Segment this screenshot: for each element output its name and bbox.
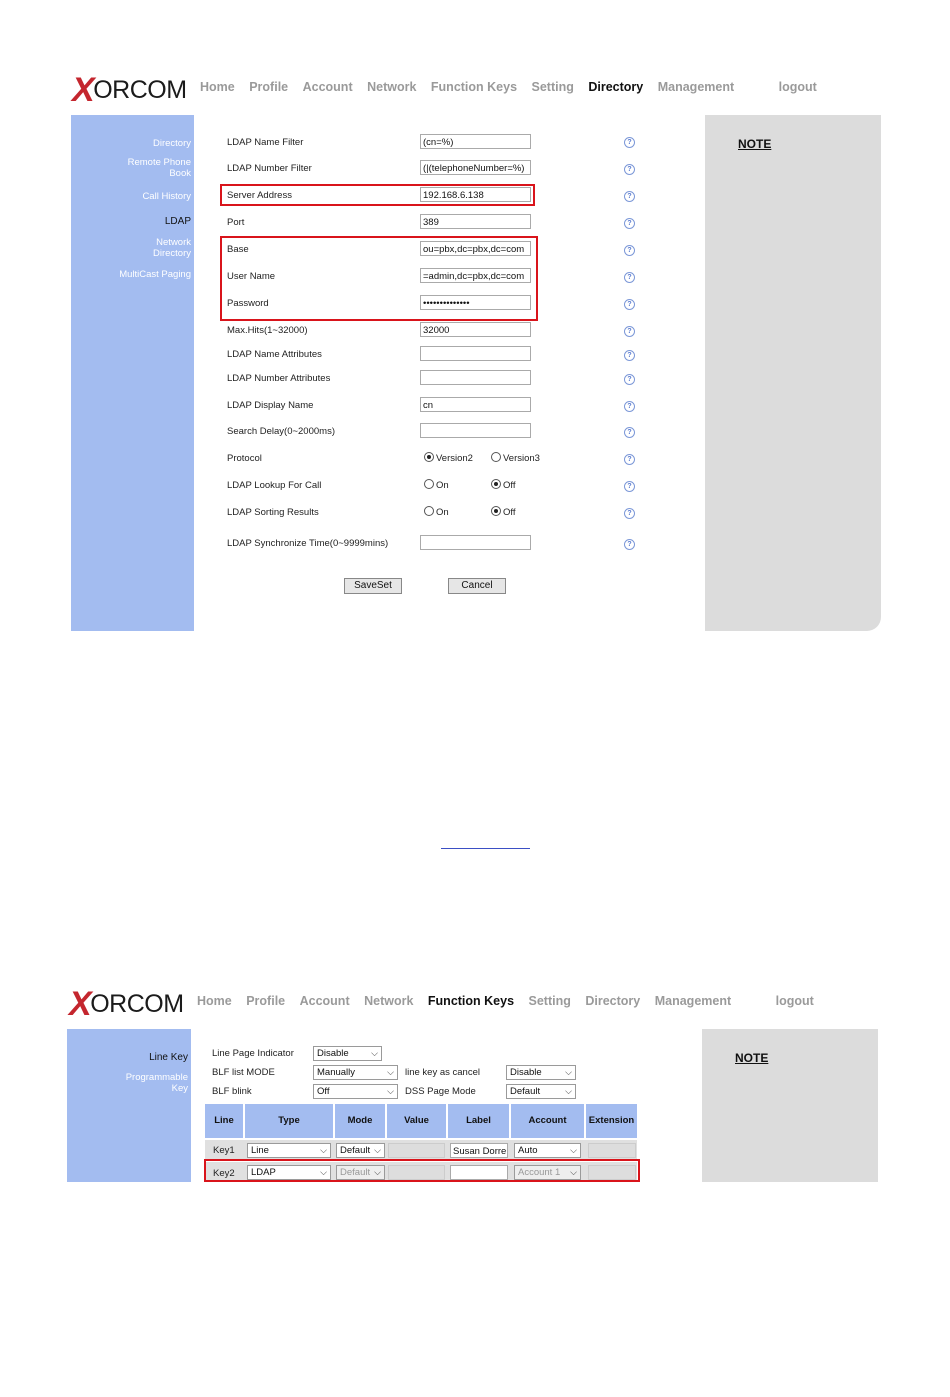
note-panel [705, 115, 881, 631]
lookup-on-radio[interactable]: On [424, 479, 449, 491]
server-address-input[interactable]: 192.168.6.138 [420, 187, 531, 202]
ldap-sync-time-input[interactable] [420, 535, 531, 550]
saveset-button[interactable]: SaveSet [344, 578, 402, 594]
row-key-label: Key1 [213, 1145, 235, 1156]
row-label-input[interactable]: Susan Dorre [450, 1143, 508, 1158]
sorting-off-radio[interactable]: Off [491, 506, 516, 518]
nav-home[interactable]: Home [197, 994, 232, 1008]
base-input[interactable]: ou=pbx,dc=pbx,dc=com [420, 241, 531, 256]
ldap-number-attributes-label: LDAP Number Attributes [227, 373, 331, 384]
sidebar [71, 115, 194, 631]
sidebar-item-programmable-key[interactable]: Programmable Key [125, 1072, 188, 1094]
sidebar-item-ldap[interactable]: LDAP [164, 216, 191, 227]
ldap-name-filter-input[interactable]: (cn=%) [420, 134, 531, 149]
nav-function-keys[interactable]: Function Keys [430, 80, 518, 94]
cancel-button[interactable]: Cancel [448, 578, 506, 594]
col-header-extension: Extension [586, 1104, 637, 1138]
max-hits-input[interactable]: 32000 [420, 322, 531, 337]
top-nav [200, 80, 828, 94]
row-value-input[interactable] [388, 1143, 445, 1158]
user-name-label: User Name [227, 271, 276, 282]
divider-line [441, 848, 530, 849]
nav-directory[interactable]: Directory [585, 994, 641, 1008]
blf-list-mode-label: BLF list MODE [212, 1067, 275, 1078]
ldap-sync-time-label: LDAP Synchronize Time(0~9999mins) [227, 538, 389, 549]
protocol-label: Protocol [227, 453, 262, 464]
help-icon[interactable]: ? [624, 427, 635, 438]
nav-account[interactable]: Account [299, 994, 350, 1008]
nav-profile[interactable]: Profile [249, 80, 289, 94]
help-icon[interactable]: ? [624, 350, 635, 361]
blf-blink-select[interactable]: Off ⌵ [313, 1084, 398, 1099]
sidebar-item-call-history[interactable]: Call History [142, 191, 191, 202]
help-icon[interactable]: ? [624, 272, 635, 283]
nav-account[interactable]: Account [302, 80, 353, 94]
ldap-display-name-input[interactable]: cn [420, 397, 531, 412]
nav-setting[interactable]: Setting [531, 80, 574, 94]
blf-list-mode-select[interactable]: Manually ⌵ [313, 1065, 398, 1080]
sidebar-item-network-directory[interactable]: Network Directory [152, 237, 191, 259]
base-label: Base [227, 244, 249, 255]
help-icon[interactable]: ? [624, 245, 635, 256]
row-key-label: Key2 [213, 1168, 235, 1179]
nav-home[interactable]: Home [200, 80, 235, 94]
nav-function-keys[interactable]: Function Keys [427, 994, 515, 1008]
search-delay-input[interactable] [420, 423, 531, 438]
nav-management[interactable]: Management [657, 80, 735, 94]
help-icon[interactable]: ? [624, 481, 635, 492]
xorcom-logo: XORCOM [72, 71, 187, 109]
xorcom-logo: XORCOM [69, 985, 184, 1023]
highlight-key2-row [204, 1159, 640, 1182]
nav-management[interactable]: Management [654, 994, 732, 1008]
dss-page-mode-label: DSS Page Mode [405, 1086, 476, 1097]
row-account-select[interactable]: Account 1 ⌵ [514, 1165, 581, 1180]
ldap-sorting-label: LDAP Sorting Results [227, 507, 319, 518]
help-icon[interactable]: ? [624, 401, 635, 412]
server-address-label: Server Address [227, 190, 292, 201]
nav-network[interactable]: Network [367, 80, 417, 94]
note-title: NOTE [738, 137, 772, 151]
row-mode-select[interactable]: Default ⌵ [336, 1165, 385, 1180]
nav-network[interactable]: Network [364, 994, 414, 1008]
logout-link[interactable]: logout [778, 80, 817, 94]
top-nav [197, 994, 825, 1008]
max-hits-label: Max.Hits(1~32000) [227, 325, 308, 336]
ldap-display-name-label: LDAP Display Name [227, 400, 314, 411]
col-header-line: Line [205, 1104, 243, 1138]
row-mode-select[interactable]: Default ⌵ [336, 1143, 385, 1158]
row-extension-input[interactable] [588, 1143, 636, 1158]
ldap-name-attributes-label: LDAP Name Attributes [227, 349, 322, 360]
help-icon[interactable]: ? [624, 137, 635, 148]
col-header-label: Label [448, 1104, 509, 1138]
nav-directory[interactable]: Directory [588, 80, 644, 94]
password-input[interactable]: •••••••••••••• [420, 295, 531, 310]
sidebar-item-directory[interactable]: Directory [152, 138, 191, 149]
row-type-select[interactable]: Line ⌵ [247, 1143, 331, 1158]
sidebar-item-remote-phone-book[interactable]: Remote Phone Book [127, 157, 191, 179]
col-header-mode: Mode [335, 1104, 385, 1138]
lookup-off-radio[interactable]: Off [491, 479, 516, 491]
highlight-server-address [220, 184, 535, 206]
protocol-version2-radio[interactable]: Version2 [424, 452, 473, 464]
help-icon[interactable]: ? [624, 326, 635, 337]
help-icon[interactable]: ? [624, 191, 635, 202]
note-panel [702, 1029, 878, 1182]
ldap-name-attributes-input[interactable] [420, 346, 531, 361]
sorting-on-radio[interactable]: On [424, 506, 449, 518]
user-name-input[interactable]: =admin,dc=pbx,dc=com [420, 268, 531, 283]
ldap-name-filter-label: LDAP Name Filter [227, 137, 304, 148]
help-icon[interactable]: ? [624, 374, 635, 385]
sidebar [67, 1029, 191, 1182]
help-icon[interactable]: ? [624, 218, 635, 229]
dss-page-mode-select[interactable]: Default ⌵ [506, 1084, 576, 1099]
search-delay-label: Search Delay(0~2000ms) [227, 426, 335, 437]
help-icon[interactable]: ? [624, 299, 635, 310]
blf-blink-label: BLF blink [212, 1086, 252, 1097]
nav-profile[interactable]: Profile [246, 994, 286, 1008]
help-icon[interactable]: ? [624, 164, 635, 175]
line-page-indicator-select[interactable]: Disable ⌵ [313, 1046, 382, 1061]
row-type-select[interactable]: LDAP ⌵ [247, 1165, 331, 1180]
help-icon[interactable]: ? [624, 539, 635, 550]
ldap-number-filter-label: LDAP Number Filter [227, 163, 312, 174]
line-page-indicator-label: Line Page Indicator [212, 1048, 294, 1059]
logout-link[interactable]: logout [775, 994, 814, 1008]
ldap-lookup-label: LDAP Lookup For Call [227, 480, 322, 491]
sidebar-item-multicast-paging[interactable]: MultiCast Paging [119, 269, 191, 280]
help-icon[interactable]: ? [624, 454, 635, 465]
ldap-number-filter-input[interactable]: (|(telephoneNumber=%) [420, 160, 531, 175]
help-icon[interactable]: ? [624, 508, 635, 519]
highlight-credentials [220, 236, 538, 321]
note-title: NOTE [735, 1051, 769, 1065]
col-header-type: Type [245, 1104, 333, 1138]
port-input[interactable]: 389 [420, 214, 531, 229]
protocol-version3-radio[interactable]: Version3 [491, 452, 540, 464]
col-header-account: Account [511, 1104, 584, 1138]
line-key-as-cancel-label: line key as cancel [405, 1067, 480, 1078]
ldap-number-attributes-input[interactable] [420, 370, 531, 385]
nav-setting[interactable]: Setting [528, 994, 571, 1008]
col-header-value: Value [387, 1104, 446, 1138]
row-account-select[interactable]: Auto ⌵ [514, 1143, 581, 1158]
port-label: Port [227, 217, 245, 228]
sidebar-item-line-key[interactable]: Line Key [149, 1052, 188, 1063]
line-key-as-cancel-select[interactable]: Disable ⌵ [506, 1065, 576, 1080]
password-label: Password [227, 298, 269, 309]
